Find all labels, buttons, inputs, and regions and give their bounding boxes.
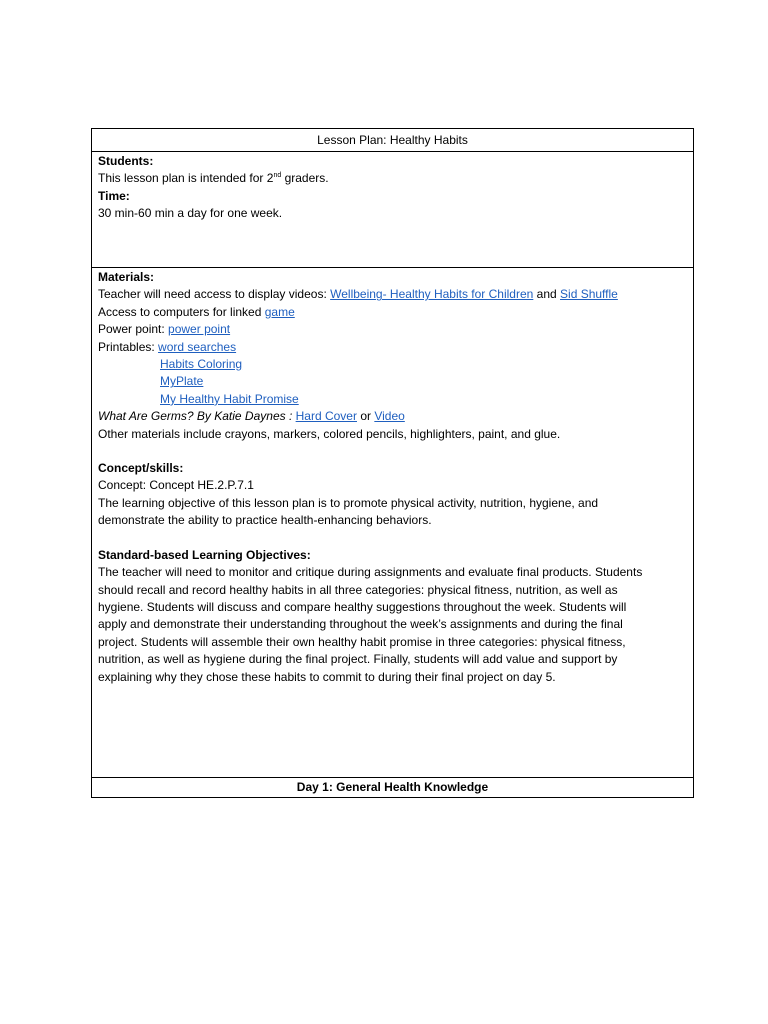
videos-line bbox=[98, 286, 687, 303]
other-materials: Other materials include crayons, markers, colored pencils, highlighters, paint, and glue. bbox=[98, 426, 561, 441]
standards-label: Standard-based Learning Objectives: bbox=[98, 547, 311, 562]
concept-label: Concept/skills: bbox=[98, 461, 184, 476]
myplate-link[interactable]: MyPlate bbox=[160, 374, 204, 389]
printable-item bbox=[98, 356, 687, 373]
grade-superscript: nd bbox=[273, 172, 282, 180]
materials-label: Materials: bbox=[98, 270, 155, 284]
title-row bbox=[92, 129, 694, 152]
standards-line: project. Students will assemble their own healthy habit promise in three categories: physical fitness, bbox=[98, 634, 626, 649]
time-label: Time: bbox=[98, 188, 130, 203]
materials-cell bbox=[92, 268, 694, 778]
materials-row bbox=[92, 268, 694, 778]
wellbeing-video-link[interactable]: Wellbeing- Healthy Habits for Children bbox=[330, 287, 534, 302]
standards-line: The teacher will need to monitor and critique during assignments and evaluate final products. Students bbox=[98, 565, 643, 580]
printable-item bbox=[98, 373, 687, 390]
printable-item bbox=[98, 391, 687, 408]
game-link[interactable]: game bbox=[264, 304, 295, 319]
book-line bbox=[98, 408, 687, 425]
standards-line: nutrition, as well as hygiene during the final project. Finally, students will add value and support by bbox=[98, 652, 618, 667]
computers-line bbox=[98, 304, 687, 321]
hard-cover-link[interactable]: Hard Cover bbox=[295, 409, 357, 424]
standards-line: apply and demonstrate their understanding throughout the week’s assignments and during the final bbox=[98, 617, 623, 632]
powerpoint-line bbox=[98, 321, 687, 338]
or-text: or bbox=[356, 409, 375, 424]
standards-line: explaining why they chose these habits to commit to during their final project on day 5. bbox=[98, 669, 556, 684]
habits-coloring-link[interactable]: Habits Coloring bbox=[160, 357, 243, 372]
book-title: What Are Germs? By Katie Daynes : bbox=[98, 409, 296, 424]
computers-text: Access to computers for linked bbox=[98, 304, 265, 319]
videos-text: Teacher will need access to display videos: bbox=[98, 287, 331, 302]
powerpoint-link[interactable]: power point bbox=[168, 322, 231, 337]
students-cell bbox=[92, 152, 694, 268]
spacer bbox=[98, 530, 687, 547]
healthy-habit-promise-link[interactable]: My Healthy Habit Promise bbox=[160, 391, 299, 406]
and-text: and bbox=[533, 287, 561, 302]
students-label: Students: bbox=[98, 154, 154, 168]
day1-row bbox=[92, 778, 694, 798]
time-text: 30 min-60 min a day for one week. bbox=[98, 206, 283, 221]
students-text-before: This lesson plan is intended for 2 bbox=[98, 171, 274, 186]
students-text bbox=[98, 170, 687, 187]
students-row bbox=[92, 152, 694, 268]
printables-label: Printables: bbox=[98, 339, 159, 354]
book-video-link[interactable]: Video bbox=[374, 409, 405, 424]
spacer bbox=[98, 443, 687, 460]
objective-line: The learning objective of this lesson plan is to promote physical activity, nutrition, hygiene, and bbox=[98, 495, 599, 510]
powerpoint-label: Power point: bbox=[98, 322, 169, 337]
lesson-plan-table bbox=[91, 128, 694, 798]
printables-line bbox=[98, 339, 687, 356]
word-searches-link[interactable]: word searches bbox=[158, 339, 237, 354]
students-text-after: graders. bbox=[281, 171, 329, 186]
standards-line: should recall and record healthy habits in all three categories: physical fitness, nutrition, as well as bbox=[98, 582, 618, 597]
standards-line: hygiene. Students will discuss and compare healthy suggestions throughout the week. Students will bbox=[98, 599, 627, 614]
concept-line: Concept: Concept HE.2.P.7.1 bbox=[98, 478, 254, 493]
objective-line: demonstrate the ability to practice health-enhancing behaviors. bbox=[98, 513, 432, 528]
lesson-plan-title: Lesson Plan: Healthy Habits bbox=[92, 129, 694, 152]
day1-title: Day 1: General Health Knowledge bbox=[92, 778, 694, 798]
sid-shuffle-link[interactable]: Sid Shuffle bbox=[560, 287, 618, 302]
